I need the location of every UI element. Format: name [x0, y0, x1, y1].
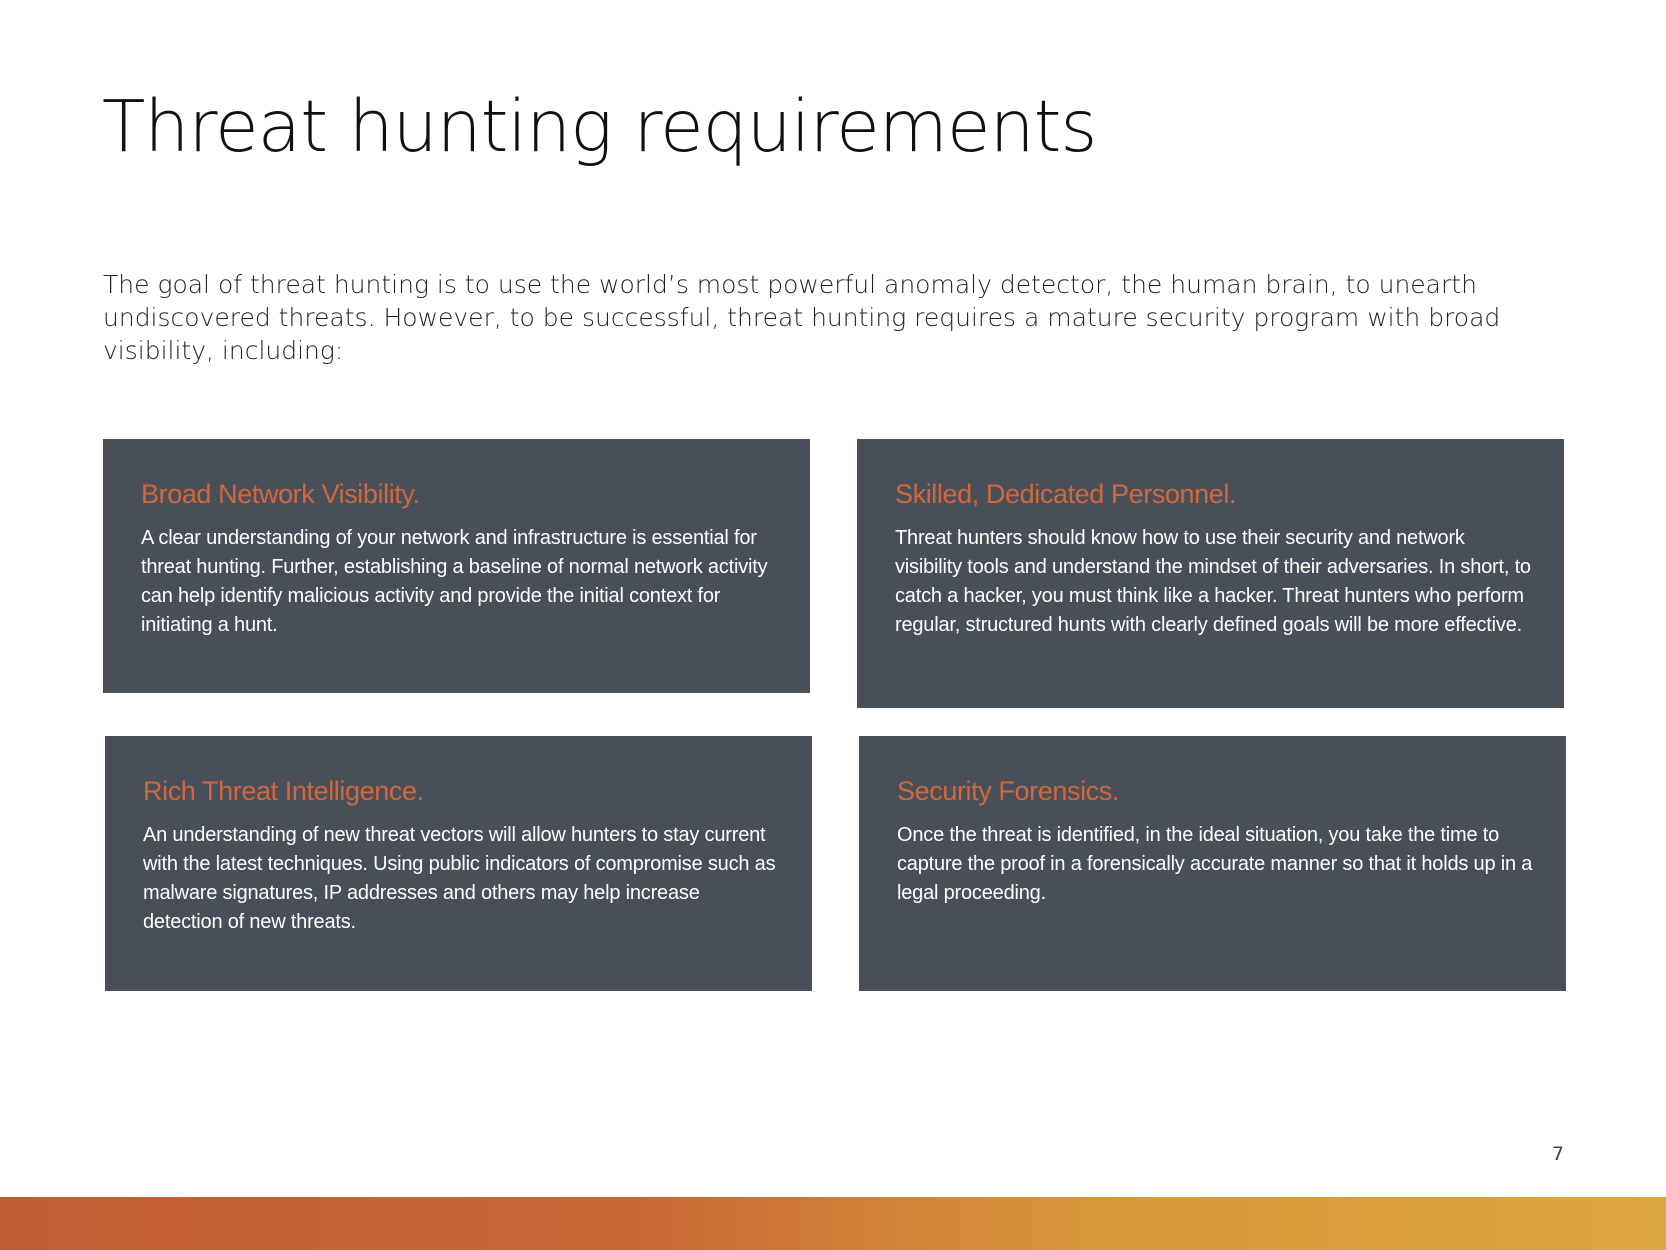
card-title: Rich Threat Intelligence. [143, 776, 424, 806]
card-text: An understanding of new threat vectors will allow hunters to stay current with the latest techniques. Using public indicators of compromise such as malware signatures, IP addresses and others may help increase detection of new threats. [143, 824, 776, 933]
card-skilled-dedicated-personnel [857, 439, 1564, 708]
card-broad-network-visibility [103, 439, 810, 693]
intro-paragraph: The goal of threat hunting is to use the world’s most powerful anomaly detector, the human brain, to unearth undiscovered threats. However, to be successful, threat hunting requires a mature security program with broad visibility, including: [103, 270, 1501, 365]
page-number: 7 [1551, 1143, 1564, 1165]
card-text: Once the threat is identified, in the ideal situation, you take the time to capture the proof in a forensically accurate manner so that it holds up in a legal proceeding. [897, 824, 1533, 904]
card-rich-threat-intelligence [105, 736, 812, 991]
card-title: Skilled, Dedicated Personnel. [895, 479, 1237, 509]
card-text: Threat hunters should know how to use their security and network visibility tools and understand the mindset of their adversaries. In short, to catch a hacker, you must think like a hacker. Threat hunters who perform regular, structured hunts with clearly defined goals will be more effective. [895, 527, 1531, 636]
card-security-forensics [859, 736, 1566, 991]
page-title: Threat hunting requirements [102, 85, 1097, 168]
card-title: Broad Network Visibility. [141, 479, 420, 509]
card-title: Security Forensics. [897, 776, 1119, 806]
card-text: A clear understanding of your network and infrastructure is essential for threat hunting. Further, establishing a baseline of normal network activity can help identify malicious activity and provide the initial context for initiating a hunt. [141, 527, 768, 636]
footer-gradient-bar [0, 1197, 1666, 1250]
